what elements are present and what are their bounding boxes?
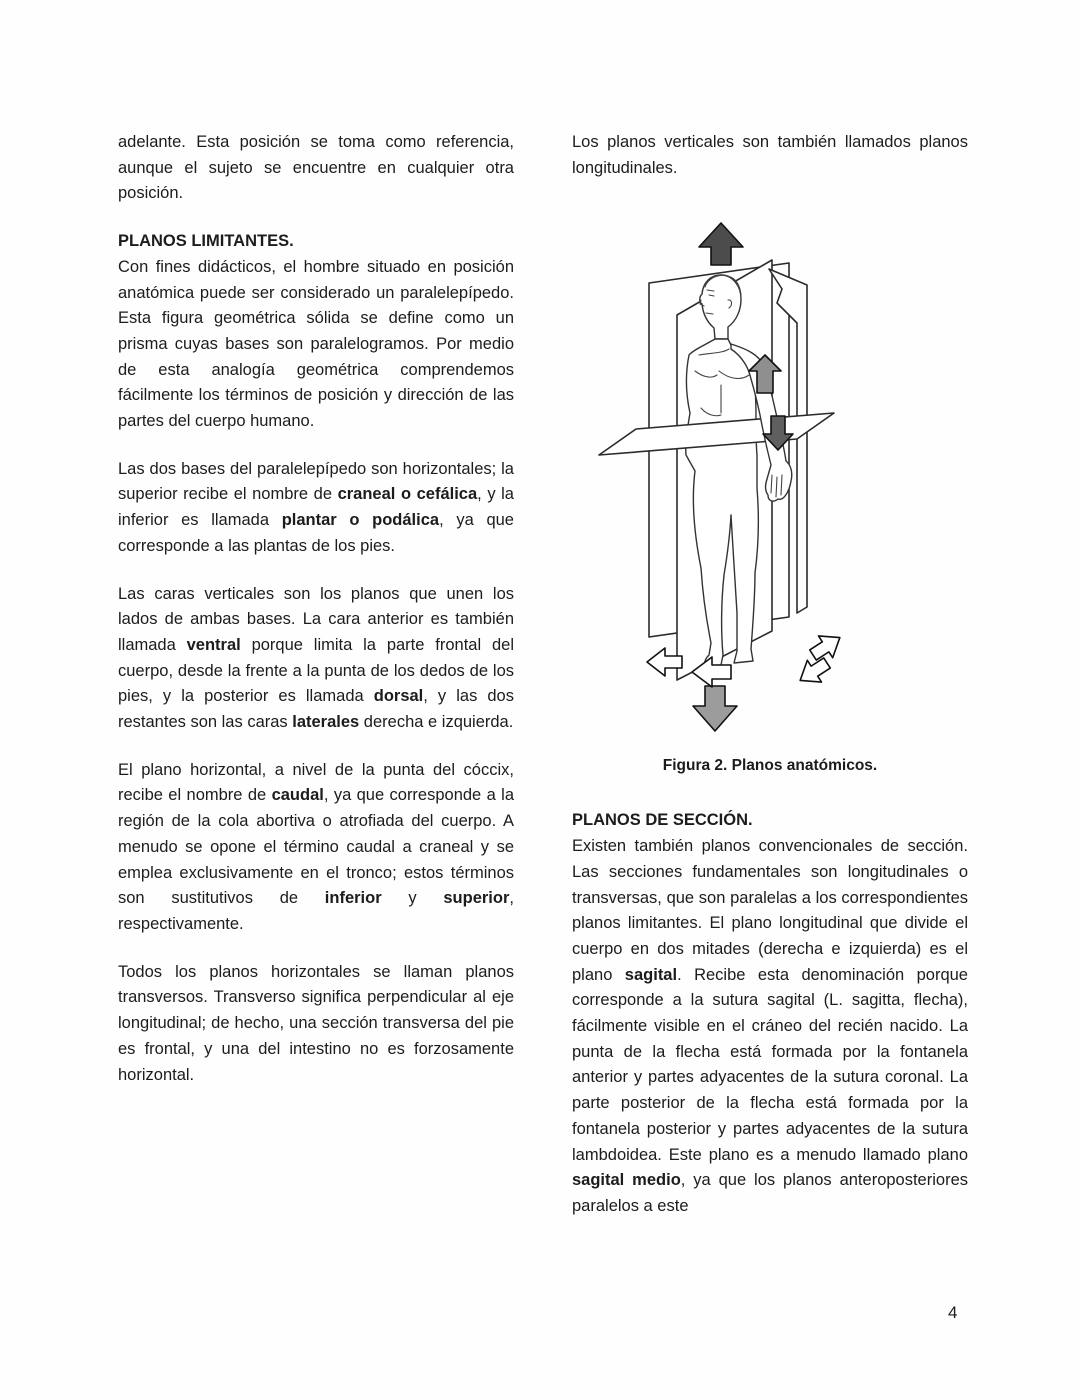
paragraph: El plano horizontal, a nivel de la punta del cóccix, recibe el nombre de caudal, ya que corresponde a la región de la cola abortiva o atrofiada del cuerpo. A menudo se opone el término caudal a craneal y se emplea exclusivamente en el tronco; estos términos son sustitutivos de inferior y superior, respectivamente.: [118, 760, 514, 933]
anatomical-planes-figure: [579, 203, 961, 748]
page-number: 4: [948, 1303, 958, 1322]
paragraph: Las dos bases del paralelepípedo son horizontales; la superior recibe el nombre de craneal o cefálica, y la inferior es llamada plantar o podálica, ya que corresponde a las plantas de los pies.: [118, 459, 514, 555]
paragraph: adelante. Esta posición se toma como referencia, aunque el sujeto se encuentre en cualquier otra posición.: [118, 133, 514, 203]
ventral-down-left-arrow-icon: [793, 653, 834, 692]
paragraph: Todos los planos horizontales se llaman planos transversos. Transverso significa perpendicular al eje longitudinal; de hecho, una sección transversa del pie es frontal, y una del intestino no es forzosamente horizontal.: [118, 962, 514, 1084]
caudal-down-arrow-icon: [693, 686, 737, 731]
left-column: [118, 130, 514, 1110]
dorsal-up-right-arrow-icon: [806, 627, 847, 666]
paragraph: Existen también planos convencionales de sección. Las secciones fundamentales son longitudinales o transversas, que son paralelas a los correspondientes planos limitantes. El plano longitudinal que divide el cuerpo en dos mitades (derecha e izquierda) es el plano sagital. Recibe esta denominación porque corresponde a la sutura sagital (L. sagitta, flecha), fácilmente visible en el cráneo del recién nacido. La punta de la flecha está formada por la fontanela anterior y partes adyacentes de la sutura coronal. La parte posterior de la flecha está formada por la fontanela posterior y partes adyacentes de la sutura lambdoidea. Este plano es a menudo llamado plano sagital medio, ya que los planos anteroposteriores paralelos a este: [572, 837, 968, 1215]
paragraph: Las caras verticales son los planos que unen los lados de ambas bases. La cara anterior es también llamada ventral porque limita la parte frontal del cuerpo, desde la frente a la punta de los dedos de los pies, y la posterior es llamada dorsal, y las dos restantes son las caras laterales derecha e izquierda.: [118, 584, 514, 732]
cranial-up-arrow-icon: [699, 223, 743, 265]
paragraph: Los planos verticales son también llamados planos longitudinales.: [572, 133, 968, 177]
right-column: [572, 130, 968, 1242]
section-heading-planos-limitantes: PLANOS LIMITANTES.: [118, 232, 294, 251]
paragraph: Con fines didácticos, el hombre situado en posición anatómica puede ser considerado un paralelepípedo. Esta figura geométrica sólida se define como un prisma cuyas bases son paralelogramos. Por medio de esta analogía geométrica comprendemos fácilmente los términos de posición y dirección de las partes del cuerpo humano.: [118, 257, 514, 431]
figure-caption: Figura 2. Planos anatómicos.: [662, 757, 878, 775]
section-heading-planos-de-seccion: PLANOS DE SECCIÓN.: [572, 811, 753, 830]
anatomical-planes-illustration: [579, 203, 959, 748]
